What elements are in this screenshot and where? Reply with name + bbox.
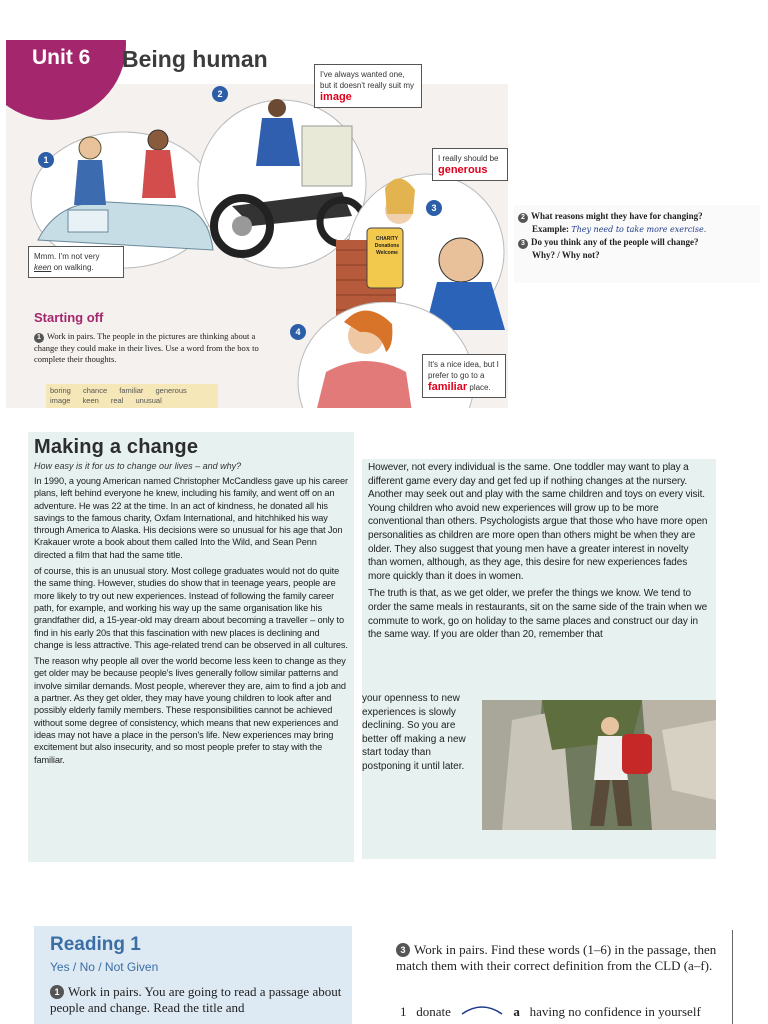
match-word: donate — [416, 1004, 451, 1019]
reading-exercise-3 — [396, 942, 732, 974]
speech-bubble-2 — [314, 64, 422, 108]
matching-row — [400, 1004, 734, 1020]
reading-exercise-1 — [50, 984, 370, 1016]
article-subtitle: How easy is it for us to change our lives – and why? — [34, 461, 242, 471]
bubble-4-text: It's a nice idea, but I prefer to go to a — [428, 360, 499, 380]
reading-exercise-1-text: Work in pairs. You are going to read a passage about people and change. Read the title and — [50, 984, 342, 1015]
bubble-4-text-end: place. — [469, 383, 491, 392]
question-number-icon: 2 — [518, 213, 528, 223]
word-box-item: image — [50, 396, 71, 405]
article-paragraph: However, not every individual is the same. One toddler may want to play a different game every day and get fed up if nothing changes at the nursery. Another may seek out and play with the same children and toys on every visit. Young children who avoid new experiences will grow up to be more conventional than others. Psychologists argue that those who have more open personalities as children are more open than others might be when they are older. They also suggest that young men have a greater interest in novelty than women, although, as they age, this desire for new experiences fades more quickly than it does in women. — [368, 462, 708, 582]
climber-photo — [482, 700, 716, 830]
match-letter: a — [513, 1004, 520, 1019]
word-box-item: familiar — [119, 386, 144, 395]
bubble-1-text-end: on walking. — [53, 263, 94, 272]
speech-bubble-3 — [432, 148, 508, 181]
page-edge-divider — [732, 930, 733, 1024]
reading-section — [34, 926, 734, 1024]
example-label: Example: — [532, 224, 569, 234]
word-box-item: unusual — [135, 396, 162, 405]
article-paragraph: In 1990, a young American named Christopher McCandless gave up his career plans, left behind everyone he knew, including his family, and went off on an adventure. He was 22 at the time. In an act of kindness, he donated all his savings to the famous charity, Oxfam International, and hitchhiked his way through America to Alaska. His decisions were so unusual for his age that Jon Krakauer wrote a book about them called Into the Wild, and Sean Penn directed a film that had the same title. — [34, 476, 348, 560]
bubble-1-text: Mmm. I'm not very — [34, 252, 100, 261]
match-definition: having no confidence in yourself — [529, 1004, 701, 1019]
bubble-2-text: I've always wanted one, but it doesn't really suit my — [320, 70, 415, 90]
word-box — [46, 384, 218, 408]
unit-page — [6, 40, 508, 408]
reading-title: Reading 1 — [50, 934, 141, 955]
article-title: Making a change — [34, 436, 199, 458]
exercise-number-icon: 1 — [50, 985, 64, 999]
reading-exercise-3-text: Work in pairs. Find these words (1–6) in the passage, then match them with their correct definition from the CLD (a–f). — [396, 942, 717, 973]
word-box-item: keen — [82, 396, 99, 405]
bubble-3-answer: generous — [438, 164, 488, 176]
word-box-item: chance — [82, 386, 108, 395]
bubble-3-text: I really should be — [438, 154, 499, 163]
picture-number-4: 4 — [290, 324, 306, 340]
article-paragraph: The reason why people all over the world become less keen to change as they get older may be because people's lives generally follow similar patterns and involve similar demands. Most people, wherever they are, aim to find a job and a partner. As they get older, they may have young children to look after and possibly elderly family members. These responsibilities cannot be achieved without some degree of consistency, which means that new experiences and ideas may not have a place in the person's life. New experiences may bring excitement but also insecurity, and so most people prefer to stay with the familiar. — [34, 656, 346, 765]
speech-bubble-1 — [28, 246, 124, 278]
word-box-item: generous — [155, 386, 187, 395]
starting-off-text: Work in pairs. The people in the pictures are thinking about a change they could make in their lives. Use a word from the box to complete their thoughts. — [34, 331, 259, 364]
exercise-number-icon: 1 — [34, 333, 44, 343]
speech-bubble-4 — [422, 354, 506, 398]
bubble-2-answer: image — [320, 91, 352, 103]
question-3: Do you think any of the people will change? — [531, 237, 699, 247]
picture-number-1: 1 — [38, 152, 54, 168]
starting-off-instructions — [34, 331, 274, 365]
discussion-questions — [514, 205, 760, 283]
bubble-1-answer: keen — [34, 263, 52, 272]
question-number-icon: 3 — [518, 239, 528, 249]
reading-subtitle: Yes / No / Not Given — [50, 960, 159, 974]
article-paragraph: The truth is that, as we get older, we prefer the things we know. We tend to order the same meals in restaurants, sit on the same side of the train when we commute to work, go on holiday to the same places and construct our day in the same way. If you are older than 20, remember that — [368, 588, 708, 641]
article-paragraph: of course, this is an unusual story. Most college graduates would not do quite the same thing. However, studies do show that in teenage years, people are more likely to try out new experiences. Instead of following the family career path, for example, and working his way up the same organisation like his grandfather did, a 15-year-old may dream about becoming a traveller – only to find in his early 20s that this fascination with new places is declining and change is less attractive. This age-related trend can be observed in all cultures. — [34, 566, 348, 650]
word-box-item: real — [110, 396, 124, 405]
article-left-column — [28, 432, 354, 862]
picture-number-2: 2 — [212, 86, 228, 102]
picture-number-3: 3 — [426, 200, 442, 216]
article-wrap-text: your openness to new experiences is slowly declining. So you are better off making a new start today than postponing it until later. — [362, 693, 466, 772]
match-number: 1 — [400, 1004, 407, 1019]
match-line-icon — [460, 1004, 504, 1018]
question-3-followup: Why? / Why not? — [532, 250, 600, 260]
example-answer: They need to take more exercise. — [571, 225, 707, 234]
unit-title: Being human — [122, 46, 268, 72]
exercise-number-icon: 3 — [396, 943, 410, 957]
word-box-item: boring — [50, 386, 71, 395]
charity-sign: CHARITY Donations Welcome — [374, 236, 400, 256]
question-2: What reasons might they have for changing? — [531, 211, 703, 221]
bubble-4-answer: familiar — [428, 381, 468, 393]
unit-label: Unit 6 — [32, 46, 91, 69]
starting-off-heading: Starting off — [34, 310, 104, 325]
